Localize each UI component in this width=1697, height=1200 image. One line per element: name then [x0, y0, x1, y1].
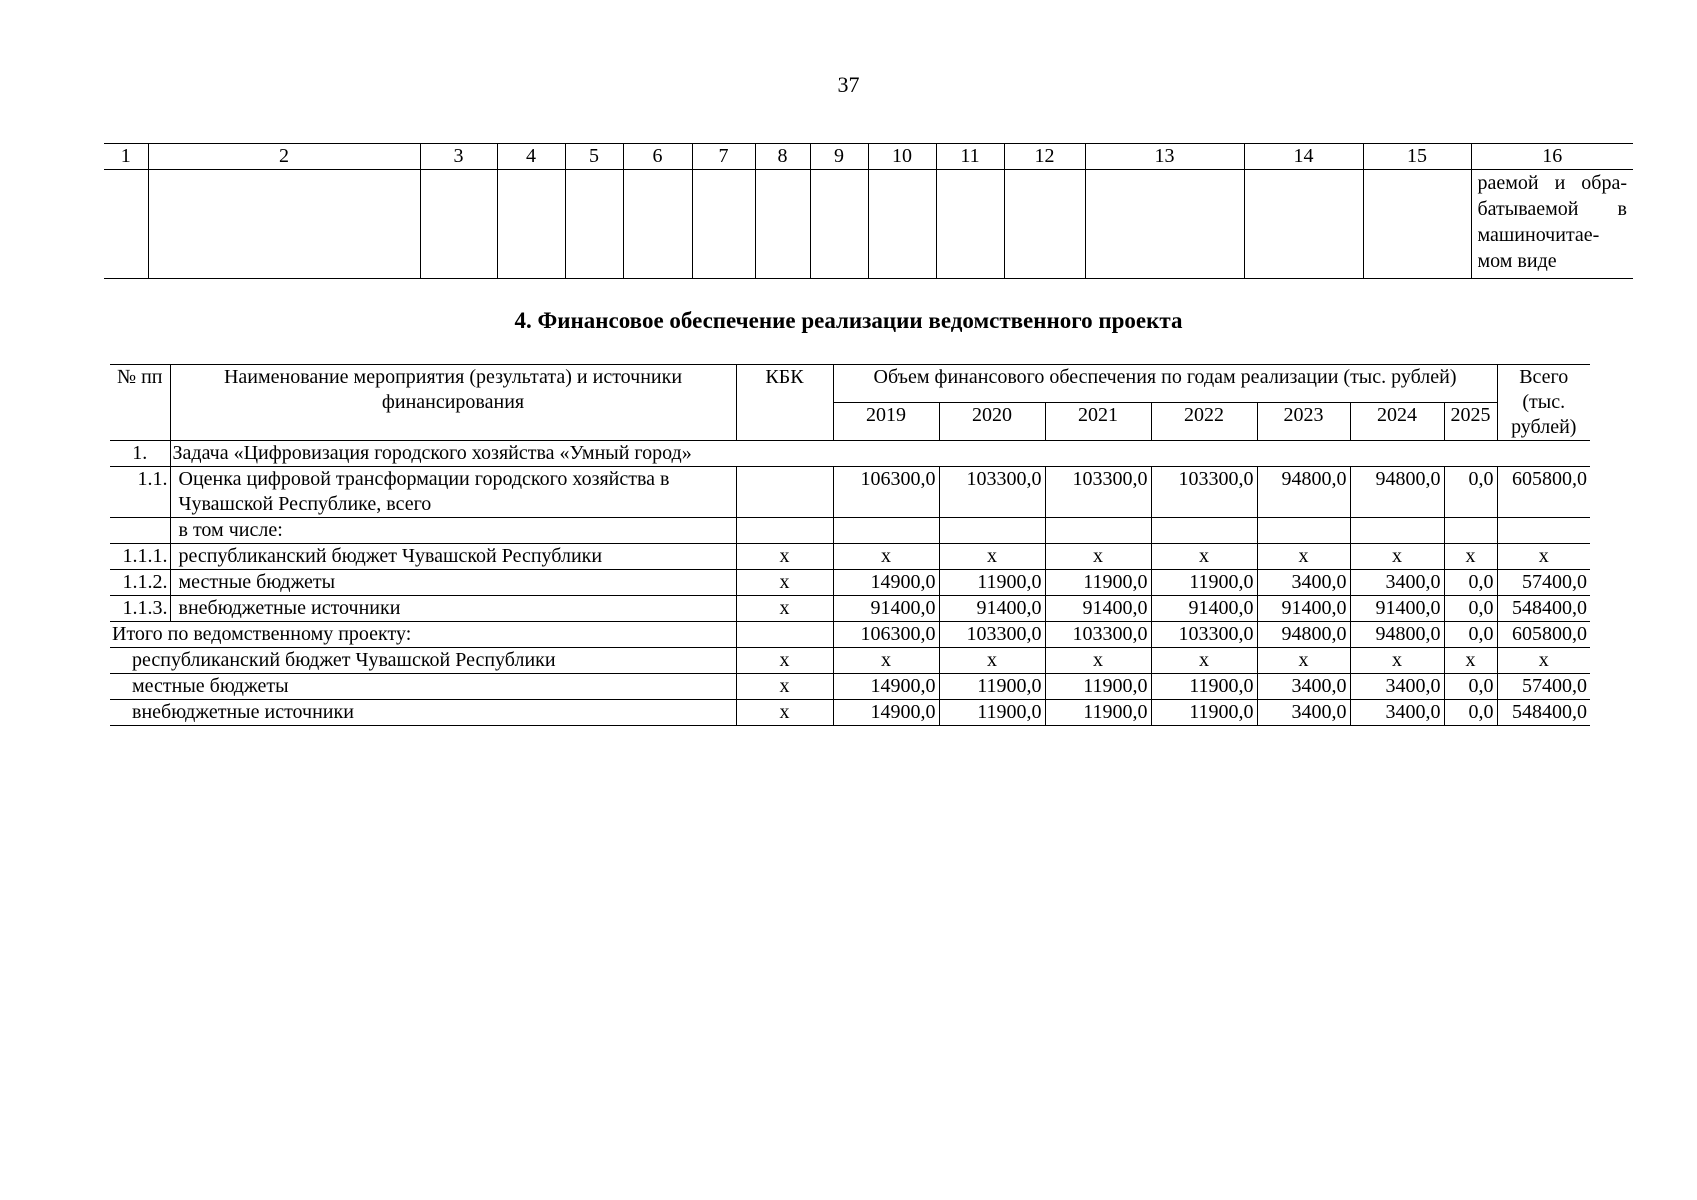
row-value — [1151, 518, 1257, 544]
row-value — [1444, 518, 1497, 544]
row-value — [939, 518, 1045, 544]
section-title: 4. Финансовое обеспечение реализации ведомственного проекта — [514, 308, 1183, 333]
row-value: 0,0 — [1444, 674, 1497, 700]
row-value: x — [1350, 648, 1444, 674]
empty-cell — [868, 170, 936, 279]
column-number: 13 — [1085, 144, 1244, 170]
row-total: 548400,0 — [1497, 700, 1590, 726]
row-num: 1.1.3. — [110, 596, 170, 622]
column-number: 9 — [810, 144, 868, 170]
column-number: 8 — [755, 144, 810, 170]
row-value: 0,0 — [1444, 596, 1497, 622]
row-name: республиканский бюджет Чувашской Республики — [170, 544, 736, 570]
empty-cell — [623, 170, 692, 279]
empty-cell — [692, 170, 755, 279]
row-value: 11900,0 — [1151, 700, 1257, 726]
row-value: 11900,0 — [1045, 700, 1151, 726]
table-row — [110, 570, 1590, 596]
row-value: 11900,0 — [939, 570, 1045, 596]
row-value: 14900,0 — [833, 570, 939, 596]
table-row — [110, 518, 1590, 544]
row-value: 0,0 — [1444, 570, 1497, 596]
row-kbk: x — [736, 648, 833, 674]
row-total: 605800,0 — [1497, 467, 1590, 518]
row-name: местные бюджеты — [170, 570, 736, 596]
header-volume: Объем финансового обеспечения по годам реализации (тыс. рублей) — [833, 365, 1497, 403]
row-value: 11900,0 — [1151, 570, 1257, 596]
row-total — [1497, 518, 1590, 544]
row-value: 3400,0 — [1257, 674, 1350, 700]
column-number: 7 — [692, 144, 755, 170]
empty-cell — [755, 170, 810, 279]
header-year: 2022 — [1151, 403, 1257, 441]
empty-cell — [936, 170, 1004, 279]
row-total: x — [1497, 544, 1590, 570]
header-year: 2019 — [833, 403, 939, 441]
row-value: 94800,0 — [1257, 467, 1350, 518]
row-num: 1.1.2. — [110, 570, 170, 596]
column-number: 10 — [868, 144, 936, 170]
row-kbk: x — [736, 570, 833, 596]
continuation-table — [104, 143, 1633, 279]
row-value: x — [833, 648, 939, 674]
header-row — [110, 365, 1590, 403]
row-value: 103300,0 — [939, 467, 1045, 518]
column-16-text — [1471, 170, 1633, 279]
row-value: 94800,0 — [1257, 622, 1350, 648]
row-num — [110, 518, 170, 544]
column-number: 14 — [1244, 144, 1363, 170]
column-number: 16 — [1471, 144, 1633, 170]
totals-source-row — [110, 700, 1590, 726]
row-name: внебюджетные источники — [110, 700, 736, 726]
column-number: 15 — [1363, 144, 1471, 170]
row-name: в том числе: — [170, 518, 736, 544]
row-value: 3400,0 — [1350, 570, 1444, 596]
empty-cell — [1363, 170, 1471, 279]
row-value: x — [1257, 648, 1350, 674]
text-line: раемой и обра- — [1477, 172, 1627, 194]
row-kbk: x — [736, 544, 833, 570]
header-num: № пп — [110, 365, 170, 441]
row-value: 3400,0 — [1257, 700, 1350, 726]
empty-cell — [1085, 170, 1244, 279]
header-year: 2023 — [1257, 403, 1350, 441]
task-name: Задача «Цифровизация городского хозяйства «Умный город» — [170, 441, 1590, 467]
row-value: 103300,0 — [1045, 467, 1151, 518]
row-value: 11900,0 — [1045, 674, 1151, 700]
text-line: мом виде — [1477, 250, 1557, 272]
row-value: x — [1444, 544, 1497, 570]
column-number: 12 — [1004, 144, 1085, 170]
row-value: 11900,0 — [939, 700, 1045, 726]
row-value: x — [1350, 544, 1444, 570]
row-value: 91400,0 — [939, 596, 1045, 622]
row-kbk — [736, 622, 833, 648]
row-total: 57400,0 — [1497, 674, 1590, 700]
row-value: x — [1151, 544, 1257, 570]
column-number: 11 — [936, 144, 1004, 170]
empty-cell — [104, 170, 148, 279]
row-value: 11900,0 — [1151, 674, 1257, 700]
text-line: батываемой в — [1477, 198, 1627, 220]
row-value: 14900,0 — [833, 674, 939, 700]
column-number: 5 — [565, 144, 623, 170]
totals-source-row — [110, 674, 1590, 700]
row-num: 1. — [110, 441, 170, 467]
totals-row — [110, 622, 1590, 648]
row-kbk: x — [736, 700, 833, 726]
row-total: 605800,0 — [1497, 622, 1590, 648]
table-row — [110, 596, 1590, 622]
row-name: местные бюджеты — [110, 674, 736, 700]
header-year: 2020 — [939, 403, 1045, 441]
column-number: 4 — [497, 144, 565, 170]
text-line: машиночитае- — [1477, 224, 1600, 246]
row-value — [833, 518, 939, 544]
row-value: 3400,0 — [1257, 570, 1350, 596]
table-row — [110, 467, 1590, 518]
empty-cell — [148, 170, 420, 279]
page-number: 37 — [837, 72, 860, 97]
row-value: 106300,0 — [833, 467, 939, 518]
row-kbk: x — [736, 674, 833, 700]
row-value: 3400,0 — [1350, 674, 1444, 700]
header-year: 2021 — [1045, 403, 1151, 441]
row-value: x — [1257, 544, 1350, 570]
header-kbk: КБК — [736, 365, 833, 441]
row-value — [1350, 518, 1444, 544]
row-kbk — [736, 467, 833, 518]
header-year: 2025 — [1444, 403, 1497, 441]
row-value: x — [939, 544, 1045, 570]
empty-cell — [565, 170, 623, 279]
empty-cell — [1004, 170, 1085, 279]
task-row — [110, 441, 1590, 467]
column-number: 1 — [104, 144, 148, 170]
column-number-row — [104, 144, 1633, 170]
row-value: 106300,0 — [833, 622, 939, 648]
row-value: 103300,0 — [939, 622, 1045, 648]
row-num: 1.1. — [110, 467, 170, 518]
empty-cell — [1244, 170, 1363, 279]
row-value: 0,0 — [1444, 700, 1497, 726]
header-name: Наименование мероприятия (результата) и источники финансирования — [170, 365, 736, 441]
row-value: 11900,0 — [939, 674, 1045, 700]
row-value: 103300,0 — [1151, 467, 1257, 518]
column-number: 3 — [420, 144, 497, 170]
row-value: 3400,0 — [1350, 700, 1444, 726]
row-kbk: x — [736, 596, 833, 622]
row-value: 91400,0 — [1151, 596, 1257, 622]
row-value — [1257, 518, 1350, 544]
row-value: x — [939, 648, 1045, 674]
row-value: 91400,0 — [1350, 596, 1444, 622]
row-value: 91400,0 — [1257, 596, 1350, 622]
row-value: 91400,0 — [1045, 596, 1151, 622]
row-total: 57400,0 — [1497, 570, 1590, 596]
row-value: 0,0 — [1444, 622, 1497, 648]
column-number: 6 — [623, 144, 692, 170]
row-value: 14900,0 — [833, 700, 939, 726]
row-value: 0,0 — [1444, 467, 1497, 518]
header-year: 2024 — [1350, 403, 1444, 441]
row-value: x — [1045, 648, 1151, 674]
row-value: x — [1045, 544, 1151, 570]
table-row — [110, 544, 1590, 570]
row-value: x — [1151, 648, 1257, 674]
empty-cell — [497, 170, 565, 279]
row-total: 548400,0 — [1497, 596, 1590, 622]
column-number: 2 — [148, 144, 420, 170]
row-total: x — [1497, 648, 1590, 674]
financing-table — [110, 364, 1590, 726]
row-num: 1.1.1. — [110, 544, 170, 570]
row-name: республиканский бюджет Чувашской Республики — [110, 648, 736, 674]
row-value: 11900,0 — [1045, 570, 1151, 596]
row-value: 103300,0 — [1045, 622, 1151, 648]
row-name: внебюджетные источники — [170, 596, 736, 622]
row-value: 94800,0 — [1350, 467, 1444, 518]
empty-cell — [420, 170, 497, 279]
row-value: 91400,0 — [833, 596, 939, 622]
row-name: Оценка цифровой трансформации городского хозяйства в Чувашской Республике, всего — [170, 467, 736, 518]
row-kbk — [736, 518, 833, 544]
continuation-row — [104, 170, 1633, 279]
row-value: x — [833, 544, 939, 570]
row-value: x — [1444, 648, 1497, 674]
empty-cell — [810, 170, 868, 279]
totals-source-row — [110, 648, 1590, 674]
row-name: Итого по ведомственному проекту: — [110, 622, 736, 648]
header-total: Всего (тыс. рублей) — [1497, 365, 1590, 441]
row-value: 103300,0 — [1151, 622, 1257, 648]
row-value — [1045, 518, 1151, 544]
row-value: 94800,0 — [1350, 622, 1444, 648]
